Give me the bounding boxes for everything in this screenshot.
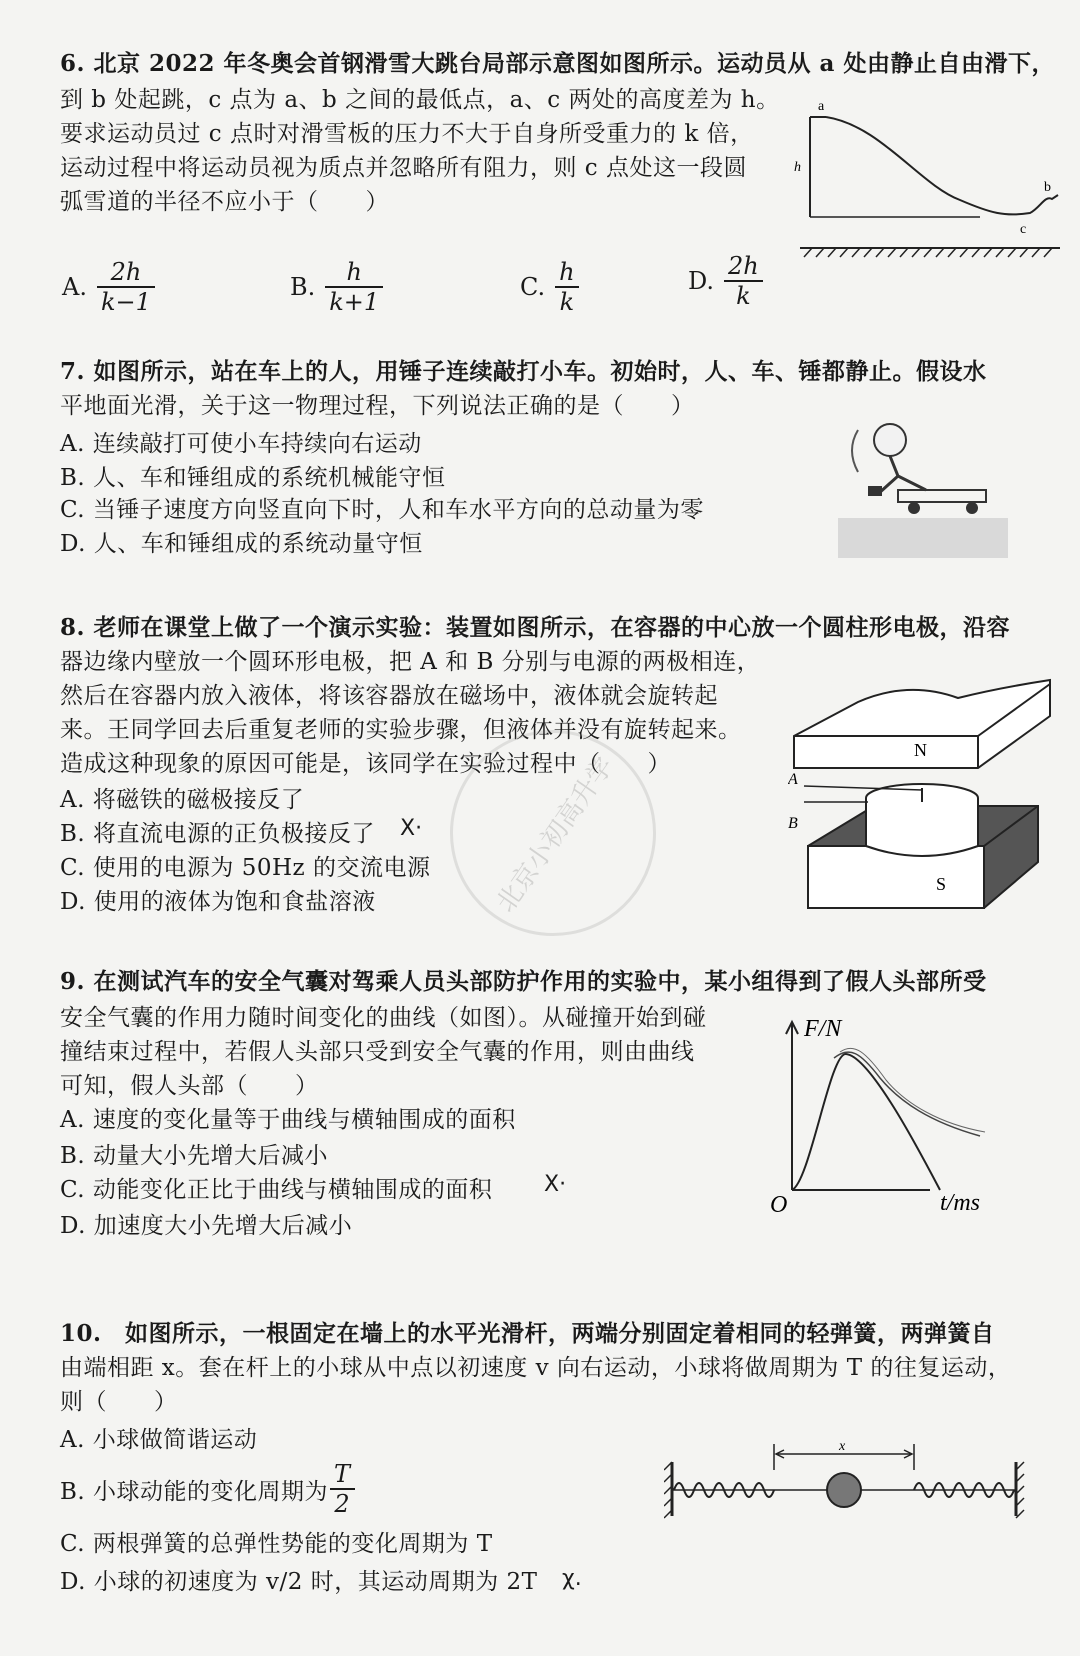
sketch-curve <box>834 1052 980 1136</box>
q10-option-a[interactable]: A. 小球做简谐运动 <box>60 1427 258 1453</box>
q6-line-1: 6. 北京 2022 年冬奥会首钢滑雪大跳台局部示意图如图所示。运动员从 a 处由静止自由滑下， <box>60 50 1055 77</box>
floor <box>838 518 1008 558</box>
q10-option-c[interactable]: C. 两根弹簧的总弹性势能的变化周期为 T <box>60 1531 493 1557</box>
label-h: h <box>794 160 801 175</box>
y-axis-label: F/N <box>804 1016 842 1042</box>
person-body <box>878 456 926 494</box>
q7-line-1: 7. 如图所示，站在车上的人，用锤子连续敲打小车。初始时，人、车、锤都静止。假设水 <box>60 358 987 385</box>
fraction: $\frac{T}{2}$ <box>330 1460 355 1518</box>
q8-line-5: 造成这种现象的原因可能是，该同学在实验过程中（ ） <box>60 751 671 777</box>
fraction: $\frac{h}{k}$ <box>555 258 578 316</box>
q6-option-c[interactable]: C. $\frac{h}{k}$ <box>520 258 579 316</box>
grading-mark: X· <box>544 1172 567 1197</box>
q9-line-1: 9. 在测试汽车的安全气囊对驾乘人员头部防护作用的实验中，某小组得到了假人头部所受 <box>60 968 987 995</box>
ball <box>827 1473 861 1507</box>
q8-line-4: 来。王同学回去后重复老师的实验步骤，但液体并没有旋转起来。 <box>60 717 742 743</box>
q9-line-2: 安全气囊的作用力随时间变化的曲线（如图）。从碰撞开始到碰 <box>60 1005 707 1031</box>
grading-mark: χ. <box>562 1566 582 1591</box>
q6-option-d[interactable]: D. $\frac{2h}{k}$ <box>688 252 763 310</box>
fraction: $\frac{h}{k+1}$ <box>325 258 383 316</box>
q6-line-2: 到 b 处起跳，c 点为 a、b 之间的最低点，a、c 两处的高度差为 h。 <box>60 87 780 113</box>
q8-magnet-apparatus-figure <box>788 676 1058 936</box>
q7-hammer-cart-figure <box>838 410 1008 560</box>
label-b: b <box>1044 180 1051 195</box>
slope-curve <box>826 117 1058 214</box>
q7-option-a[interactable]: A. 连续敲打可使小车持续向右运动 <box>60 431 422 457</box>
cart-wheel <box>908 502 920 514</box>
q9-force-time-graph <box>770 1012 1040 1232</box>
q9-option-b[interactable]: B. 动量大小先增大后减小 <box>60 1143 329 1169</box>
q8-option-d[interactable]: D. 使用的液体为饱和食盐溶液 <box>60 889 376 915</box>
label-a: a <box>818 99 825 114</box>
q10-option-d[interactable]: D. 小球的初速度为 v/2 时，其运动周期为 2T <box>60 1569 538 1595</box>
q8-line-3: 然后在容器内放入液体，将该容器放在磁场中，液体就会旋转起 <box>60 683 718 709</box>
watermark: 北京小初高升学 <box>410 690 697 977</box>
q7-option-b[interactable]: B. 人、车和锤组成的系统机械能守恒 <box>60 465 446 491</box>
q7-line-2: 平地面光滑，关于这一物理过程，下列说法正确的是（ ） <box>60 393 695 419</box>
q6-ski-jump-figure <box>790 95 1070 265</box>
q8-option-b[interactable]: B. 将直流电源的正负极接反了 <box>60 821 376 847</box>
q7-option-c[interactable]: C. 当锤子速度方向竖直向下时，人和车水平方向的总动量为零 <box>60 497 704 523</box>
q8-line-1: 8. 老师在课堂上做了一个演示实验：装置如图所示，在容器的中心放一个圆柱形电极，沿容 <box>60 614 1011 641</box>
q9-line-3: 撞结束过程中，若假人头部只受到安全气囊的作用，则由曲线 <box>60 1039 695 1065</box>
q10-line-3: 则（ ） <box>60 1389 178 1415</box>
motion-arc <box>852 430 858 472</box>
x-axis-label: t/ms <box>940 1190 981 1216</box>
cart-wheel <box>966 502 978 514</box>
q9-option-a[interactable]: A. 速度的变化量等于曲线与横轴围成的面积 <box>60 1107 516 1133</box>
label-S: S <box>936 874 947 894</box>
q8-option-c[interactable]: C. 使用的电源为 50Hz 的交流电源 <box>60 855 431 881</box>
q9-option-c[interactable]: C. 动能变化正比于曲线与横轴围成的面积 <box>60 1177 493 1203</box>
ground-hatching <box>804 248 1052 257</box>
fraction: $\frac{2h}{k}$ <box>724 252 763 310</box>
cart <box>898 490 986 502</box>
q8-line-2: 器边缘内壁放一个圆环形电极，把 A 和 B 分别与电源的两极相连， <box>60 649 761 675</box>
person-head <box>874 424 906 456</box>
label-A: A <box>788 771 798 788</box>
grading-mark: X· <box>400 816 423 841</box>
fraction: $\frac{2h}{k-1}$ <box>97 258 155 316</box>
q6-option-a[interactable]: A. $\frac{2h}{k-1}$ <box>62 258 155 316</box>
q8-option-a[interactable]: A. 将磁铁的磁极接反了 <box>60 787 305 813</box>
q9-line-4: 可知，假人头部（ ） <box>60 1073 319 1099</box>
label-B: B <box>788 815 798 832</box>
sketch-curve <box>840 1048 985 1132</box>
q6-option-b[interactable]: B. $\frac{h}{k+1}$ <box>290 258 383 316</box>
force-curve <box>792 1054 940 1190</box>
hammer <box>868 486 882 496</box>
q6-line-4: 运动过程中将运动员视为质点并忽略所有阻力，则 c 点处这一段圆 <box>60 155 748 181</box>
origin-label: O <box>770 1192 788 1218</box>
q9-option-d[interactable]: D. 加速度大小先增大后减小 <box>60 1213 353 1239</box>
label-N: N <box>914 740 927 760</box>
q10-spring-rod-figure <box>664 1440 1034 1520</box>
q6-line-5: 弧雪道的半径不应小于（ ） <box>60 189 389 215</box>
q10-line-2: 由端相距 x。套在杆上的小球从中点以初速度 v 向右运动，小球将做周期为 T 的往复运动， <box>60 1355 1012 1381</box>
label-c: c <box>1020 222 1027 237</box>
q6-line-3: 要求运动员过 c 点时对滑雪板的压力不大于自身所受重力的 k 倍， <box>60 121 754 147</box>
q10-line-1: 10. 如图所示，一根固定在墙上的水平光滑杆，两端分别固定着相同的轻弹簧，两弹簧自 <box>60 1320 995 1347</box>
q7-option-d[interactable]: D. 人、车和锤组成的系统动量守恒 <box>60 531 423 557</box>
container <box>866 798 978 856</box>
q10-option-b[interactable]: B. 小球动能的变化周期为 $\frac{T}{2}$ <box>60 1460 355 1518</box>
label-x: x <box>839 1440 846 1454</box>
